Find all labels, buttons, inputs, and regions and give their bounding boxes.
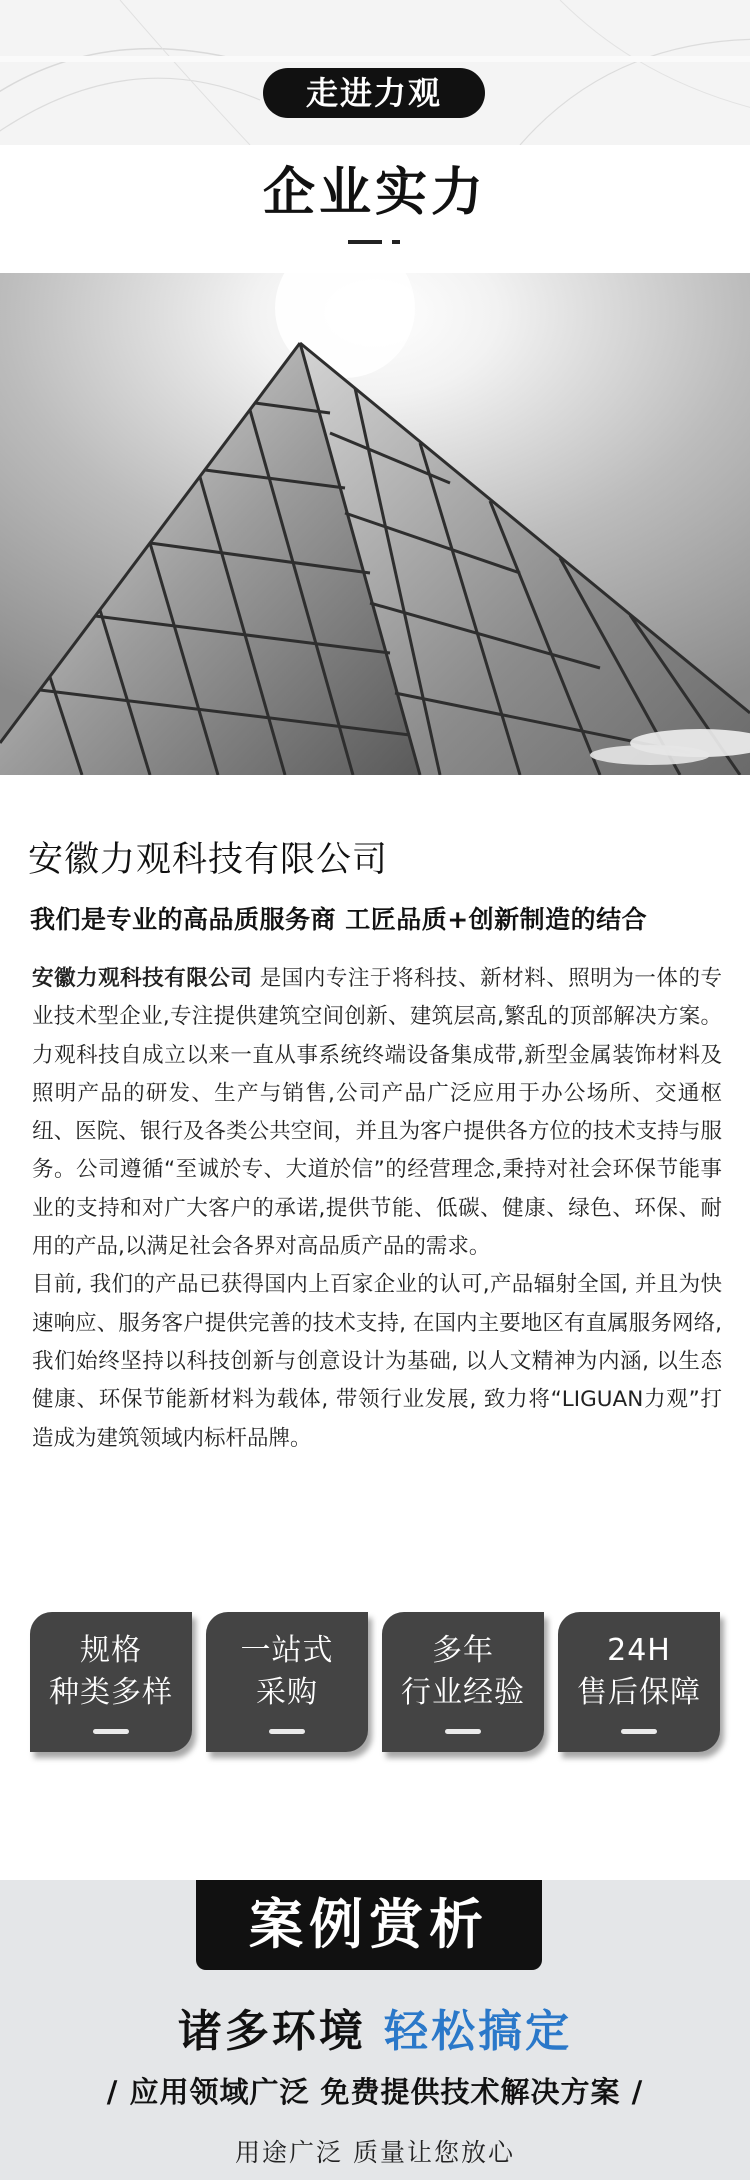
case-section-badge: 案例赏析	[196, 1880, 542, 1970]
glass-pyramid-building-image	[0, 273, 750, 775]
feature-card-title: 规格	[80, 1633, 142, 1668]
case-headline-accent: 轻松搞定	[384, 2006, 573, 2057]
description-lead: 安徽力观科技有限公司	[32, 966, 253, 991]
company-name: 安徽力观科技有限公司	[28, 840, 389, 880]
page-title: 企业实力	[262, 163, 487, 223]
description-paragraph-1	[32, 960, 722, 1266]
header-divider	[0, 56, 750, 62]
case-headline	[0, 1995, 750, 2059]
feature-card-title: 多年	[432, 1633, 494, 1668]
feature-card-one-stop	[206, 1612, 368, 1752]
description-paragraph-2: 目前, 我们的产品已获得国内上百家企业的认可,产品辐射全国, 并且为快速响应、服务客户提供完善的技术支持, 在国内主要地区有直属服务网络,我们始终坚持以科技创新与创意设计为基础, 以人文精神为内涵, 以生态健康、环保节能新材料为载体, 带领行业发展, 致力将“LIGUAN力观”打造成为建筑领域内标杆品牌。	[32, 1272, 722, 1451]
title-underline-dot	[392, 240, 400, 244]
feature-card-bar	[93, 1729, 129, 1734]
feature-card-subtitle: 种类多样	[49, 1675, 173, 1710]
feature-card-title: 24H	[607, 1633, 671, 1668]
feature-card-bar	[621, 1729, 657, 1734]
feature-card-specs	[30, 1612, 192, 1752]
header-badge: 走进力观	[263, 68, 485, 118]
hero-image	[0, 273, 750, 775]
case-headline-plain: 诸多环境	[177, 2006, 385, 2057]
feature-card-bar	[269, 1729, 305, 1734]
feature-card-after-sales	[558, 1612, 720, 1752]
description-text-1: 是国内专注于将科技、新材料、照明为一体的专业技术型企业,专注提供建筑空间创新、建筑层高,繁乱的顶部解决方案。力观科技自成立以来一直从事系统终端设备集成带,新型金属装饰材料及照明产品的研发、生产与销售,公司产品广泛应用于办公场所、交通枢纽、医院、银行及各类公共空间，并且为客户提供各方位的技术支持与服务。公司遵循“至诚於专、大道於信”的经营理念,秉持对社会环保节能事业的支持和对广大客户的承诺,提供节能、低碳、健康、绿色、环保、耐用的产品,以满足社会各界对高品质产品的需求。	[32, 966, 722, 1260]
feature-card-title: 一站式	[240, 1633, 334, 1668]
case-subtitle: / 应用领域广泛 免费提供技术解决方案 /	[106, 2075, 644, 2109]
feature-cards	[30, 1612, 720, 1752]
company-description	[32, 960, 722, 1458]
feature-card-experience	[382, 1612, 544, 1752]
feature-card-bar	[445, 1729, 481, 1734]
feature-card-subtitle: 售后保障	[577, 1675, 701, 1710]
case-note: 用途广泛 质量让您放心	[235, 2138, 515, 2167]
feature-card-subtitle: 采购	[256, 1675, 318, 1710]
title-underline	[348, 240, 382, 244]
feature-card-subtitle: 行业经验	[401, 1675, 525, 1710]
company-slogan: 我们是专业的高品质服务商 工匠品质+创新制造的结合	[30, 905, 648, 934]
